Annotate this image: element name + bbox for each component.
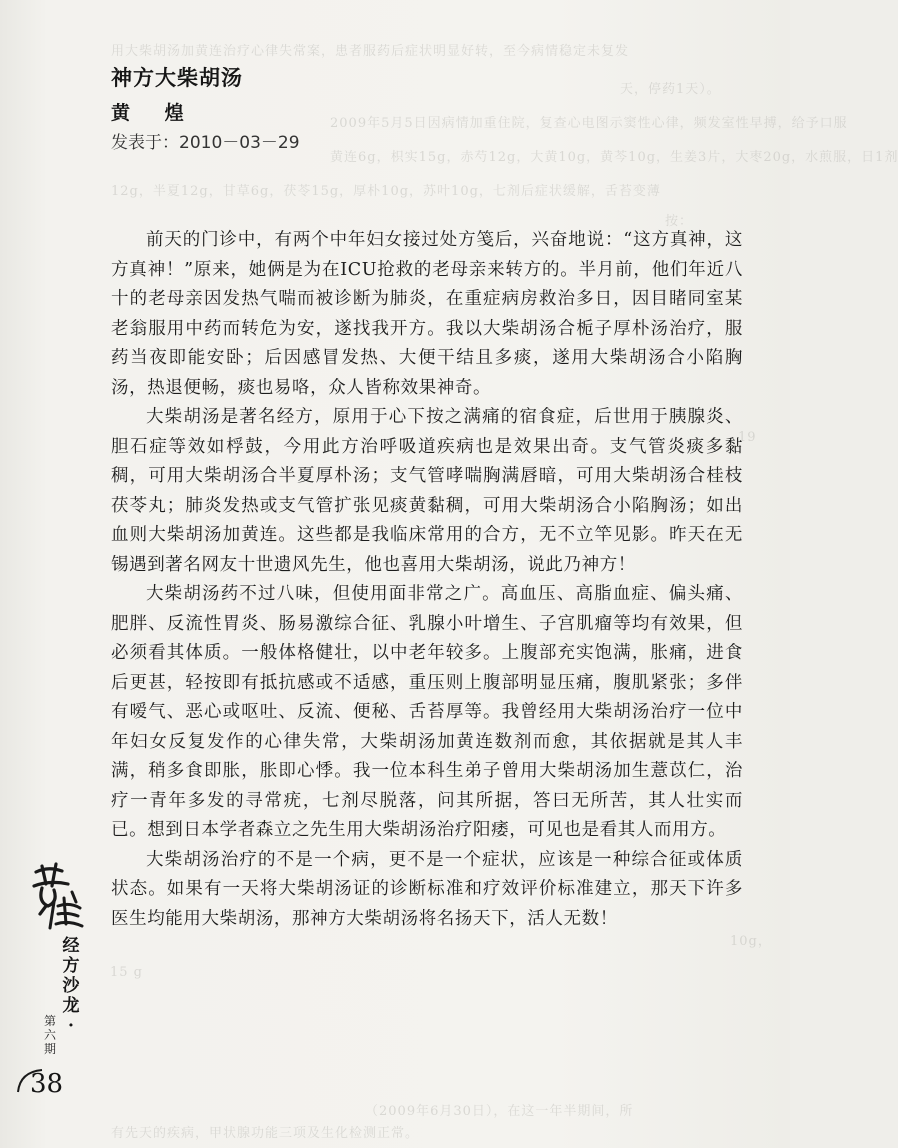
- brand-vertical: 经方沙龙·: [62, 936, 80, 1036]
- page-number: 38: [30, 1069, 64, 1099]
- bleed-through-line: 2009年5月5日因病情加重住院，复查心电图示窦性心律，频发室性早搏，给予口服: [330, 116, 848, 131]
- article-author: 黄 煌: [111, 102, 198, 124]
- paragraph: 大柴胡汤治疗的不是一个病，更不是一个症状，应该是一种综合征或体质状态。如果有一天将大柴胡汤证的诊断标准和疗效评价标准建立，那天下许多医生均能用大柴胡汤，那神方大柴胡汤将名扬天下，活人无数！: [111, 849, 743, 929]
- bleed-through-line: 12g，半夏12g，甘草6g，茯苓15g，厚朴10g，苏叶10g，七剂后症状缓解，舌苔变薄: [111, 184, 661, 199]
- bleed-through-line: （2009年6月30日），在这一年半期间，所: [365, 1104, 634, 1119]
- bleed-through-line: 天，停药1天）。: [620, 82, 721, 97]
- bleed-through-line: 按：: [665, 214, 694, 229]
- bleed-through-line: 有先天的疾病，甲状腺功能三项及生化检测正常。: [111, 1126, 420, 1141]
- article-title: 神方大柴胡汤: [111, 66, 243, 90]
- calligraphy-logo-icon: [28, 862, 86, 932]
- issue-label: 第六期: [43, 1014, 56, 1056]
- bleed-through-line: 用大柴胡汤加黄连治疗心律失常案，患者服药后症状明显好转，至今病情稳定未复发: [111, 44, 630, 59]
- paragraph: 大柴胡汤药不过八味，但使用面非常之广。高血压、高脂血症、偏头痛、肥胖、反流性胃炎、肠易激综合征、乳腺小叶增生、子宫肌瘤等均有效果，但必须看其体质。一般体格健壮，以中老年较多。上腹部充实饱满，胀痛，进食后更甚，轻按即有抵抗感或不适感，重压则上腹部明显压痛，腹肌紧张；多伴有嗳气、恶心或呕吐、反流、便秘、舌苔厚等。我曾经用大柴胡汤治疗一位中年妇女反复发作的心律失常，大柴胡汤加黄连数剂而愈，其依据就是其人丰满，稍多食即胀，胀即心悸。我一位本科生弟子曾用大柴胡汤加生薏苡仁，治疗一青年多发的寻常疣，七剂尽脱落，问其所据，答曰无所苦，其人壮实而已。想到日本学者森立之先生用大柴胡汤治疗阳痿，可见也是看其人而用方。: [111, 584, 743, 840]
- publish-date: 发表于：2010－03－29: [111, 133, 300, 153]
- paragraph: 大柴胡汤是著名经方，原用于心下按之满痛的宿食症，后世用于胰腺炎、胆石症等效如桴鼓，今用此方治呼吸道疾病也是效果出奇。支气管炎痰多黏稠，可用大柴胡汤合半夏厚朴汤；支气管哮喘胸满唇暗，可用大柴胡汤合桂枝茯苓丸；肺炎发热或支气管扩张见痰黄黏稠，可用大柴胡汤合小陷胸汤；如出血则大柴胡汤加黄连。这些都是我临床常用的合方，无不立竿见影。昨天在无锡遇到著名网友十世遗风先生，他也喜用大柴胡汤，说此乃神方！: [111, 407, 743, 575]
- bleed-through-line: 黄连6g，枳实15g，赤芍12g，大黄10g，黄芩10g，生姜3片，大枣20g，水煎服，日1剂: [330, 150, 898, 165]
- paragraph: 前天的门诊中，有两个中年妇女接过处方笺后，兴奋地说：“这方真神，这方真神！”原来，她俩是为在ICU抢救的老母亲来转方的。半月前，他们年近八十的老母亲因发热气喘而被诊断为肺炎，在重症病房救治多日，因目睹同室某老翁服用中药而转危为安，遂找我开方。我以大柴胡汤合栀子厚朴汤治疗，服药当夜即能安卧；后因感冒发热、大便干结且多痰，遂用大柴胡汤合小陷胸汤，热退便畅，痰也易咯，众人皆称效果神奇。: [111, 230, 743, 398]
- bleed-through-line: 15 g: [110, 965, 143, 980]
- article-body: [111, 226, 743, 934]
- bleed-through-line: 10g，: [730, 934, 772, 949]
- bleed-through-line: 19: [738, 430, 757, 445]
